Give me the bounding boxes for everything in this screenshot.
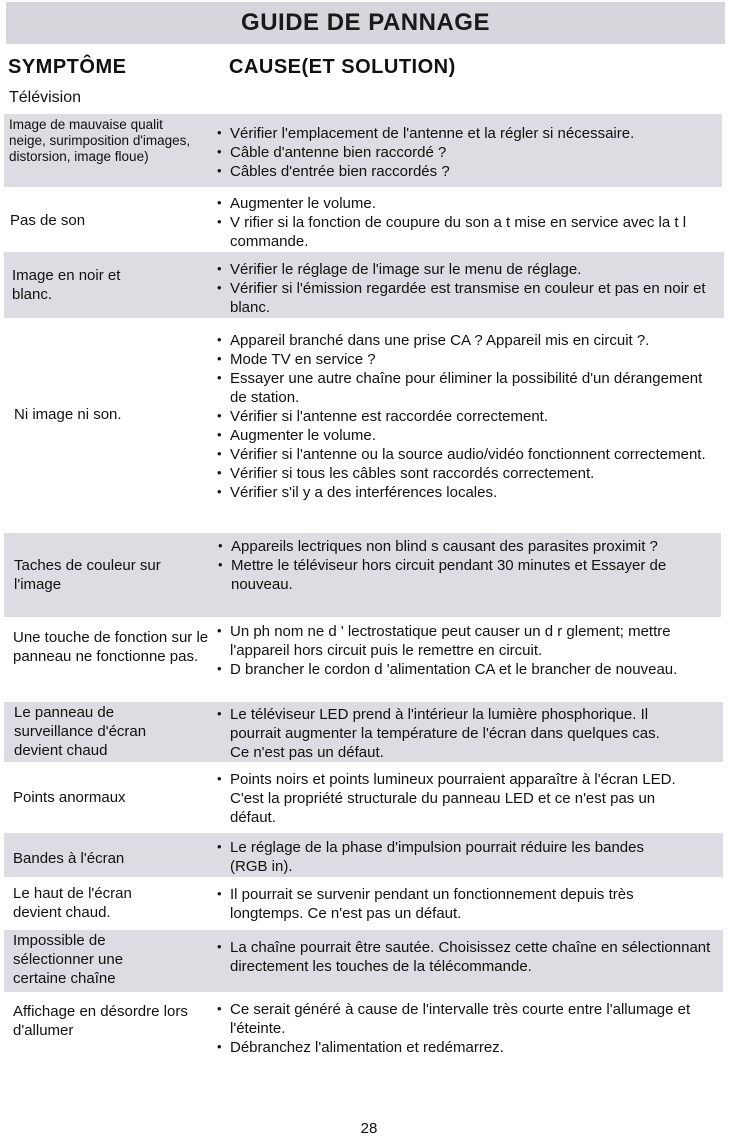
symptom-text: Affichage en désordre lors d'allumer	[13, 1003, 188, 1039]
cause-item: • Vérifier l'emplacement de l'antenne et la régler si nécessaire.	[215, 124, 738, 143]
symptom-text: Points anormaux	[13, 789, 126, 806]
table-row	[0, 930, 738, 992]
symptom-text: Pas de son	[10, 212, 86, 229]
table-row	[0, 702, 738, 762]
cause-item: • Ce serait généré à cause de l'intervalle très courte entre l'allumage et l'éteinte.	[215, 1000, 700, 1038]
page-number: 28	[360, 1120, 378, 1137]
cause-item: • Vérifier le réglage de l'image sur le menu de réglage.	[215, 260, 738, 279]
table-row	[0, 766, 738, 829]
cause-list	[215, 622, 738, 679]
cause-list	[215, 194, 738, 251]
section-label-television: Télévision	[9, 89, 82, 106]
symptom-text: Le haut de l'écran devient chaud.	[13, 885, 132, 921]
cause-item: • Augmenter le volume.	[215, 194, 738, 213]
table-row	[0, 996, 738, 1061]
cause-item: • Vérifier si tous les câbles sont raccordés correctement.	[215, 464, 738, 483]
cause-item: • Câble d'antenne bien raccordé ?	[215, 143, 738, 162]
cause-item: • Vérifier si l'antenne est raccordée correctement.	[215, 407, 738, 426]
cause-item: • Appareils lectriques non blind s causant des parasites proximit ?	[216, 537, 691, 556]
cause-item: • Vérifier s'il y a des interférences locales.	[215, 483, 738, 502]
cause-list	[215, 1000, 738, 1057]
table-row	[0, 322, 738, 530]
page-title: GUIDE DE PANNAGE	[6, 2, 725, 44]
table-row	[0, 880, 738, 928]
cause-item: • Augmenter le volume.	[215, 426, 738, 445]
cause-item: • Vérifier si l'antenne ou la source audio/vidéo fonctionnent correctement.	[215, 445, 715, 464]
cause-item: • Vérifier si l'émission regardée est transmise en couleur et pas en noir et blanc.	[215, 279, 735, 317]
symptom-text: Le panneau de surveillance d'écran devient chaud	[14, 704, 147, 759]
cause-list	[215, 885, 738, 923]
cause-list	[215, 705, 738, 762]
symptom-text: Ni image ni son.	[14, 406, 122, 423]
cause-item: • Mettre le téléviseur hors circuit pendant 30 minutes et Essayer de nouveau.	[216, 556, 691, 594]
cause-item: • Il pourrait se survenir pendant un fonctionnement depuis très longtemps. Ce n'est pas un défaut.	[215, 885, 710, 923]
cause-item: • Essayer une autre chaîne pour éliminer la possibilité d'un dérangement de station.	[215, 369, 710, 407]
cause-item: • V rifier si la fonction de coupure du son a t mise en service avec la t l commande.	[215, 213, 720, 251]
cause-column-header: CAUSE(ET SOLUTION)	[229, 56, 456, 78]
cause-item: • La chaîne pourrait être sautée. Choisissez cette chaîne en sélectionnant directement les touches de la télécommande.	[215, 938, 725, 976]
cause-list	[215, 124, 738, 181]
cause-item: • Mode TV en service ?	[215, 350, 738, 369]
table-row	[0, 533, 738, 617]
cause-item: • Le réglage de la phase d'impulsion pourrait réduire les bandes (RGB in).	[215, 838, 680, 876]
cause-item: • Le téléviseur LED prend à l'intérieur la lumière phosphorique. Il pourrait augmenter la température de l'écran dans quelques cas. Ce n'est pas un défaut.	[215, 705, 680, 762]
symptom-text: Une touche de fonction sur le panneau ne fonctionne pas.	[13, 629, 209, 665]
table-row	[0, 833, 738, 877]
symptom-text: Image en noir et blanc.	[12, 267, 121, 303]
cause-list	[215, 331, 738, 502]
cause-list	[215, 938, 738, 976]
cause-item: • Débranchez l'alimentation et redémarrez.	[215, 1038, 738, 1057]
cause-item: • Appareil branché dans une prise CA ? Appareil mis en circuit ?.	[215, 331, 738, 350]
table-row	[0, 114, 738, 187]
cause-list	[215, 770, 738, 827]
cause-item: • D brancher le cordon d 'alimentation CA et le brancher de nouveau.	[215, 660, 720, 679]
symptom-text: Bandes à l'écran	[13, 850, 125, 867]
cause-item: • Un ph nom ne d ' lectrostatique peut causer un d r glement; mettre l'appareil hors circuit puis le remettre en circuit.	[215, 622, 720, 660]
symptom-text: Image de mauvaise qualit neige, surimposition d'images, distorsion, image floue)	[9, 117, 191, 164]
symptom-column-header: SYMPTÔME	[8, 56, 127, 78]
symptom-text: Taches de couleur sur l'image	[14, 557, 161, 593]
cause-list	[216, 537, 738, 594]
symptom-text: Impossible de sélectionner une certaine chaîne	[13, 932, 124, 987]
cause-list	[215, 838, 738, 876]
cause-item: • Câbles d'entrée bien raccordés ?	[215, 162, 738, 181]
cause-item: • Points noirs et points lumineux pourraient apparaître à l'écran LED. C'est la propriété structurale du panneau LED et ce n'est pas un défaut.	[215, 770, 685, 827]
table-row	[0, 620, 738, 700]
table-row	[0, 252, 738, 318]
cause-list	[215, 260, 738, 317]
table-row	[0, 190, 738, 250]
